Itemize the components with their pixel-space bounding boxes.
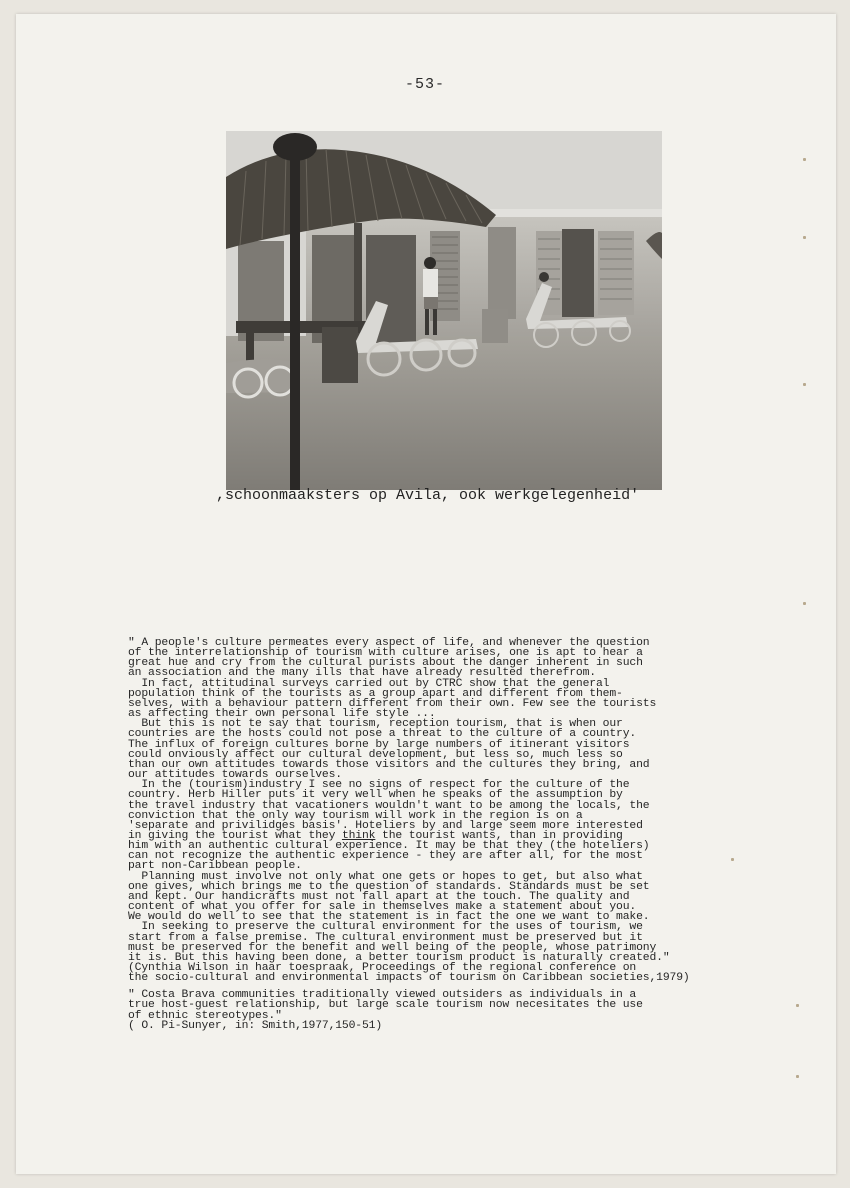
text-line: (Cynthia Wilson in haar toespraak, Proceedings of the regional conference on [128,962,637,974]
photo-illustration [226,131,662,490]
text-line: one gives, which brings me to the question of standards. Standards must be set [128,880,650,893]
text-line: the travel industry that vacationers wouldn't want to be among the locals, the [128,799,650,812]
text-line: 'separate and privilidges basis'. Hoteliers by and large seem more interested [128,819,643,832]
text-line: part non-Caribbean people. [128,860,302,873]
text-line: must be preserved for the benefit and well being of the people, whose patrimony [128,941,657,954]
underlined-word: think [341,829,376,842]
text-line: than our own attitudes towards those visitors and the cultures they bring, and [128,758,650,771]
text-line: countries are the hosts could not pose a threat to the culture of a country. [128,728,637,741]
text-line: an association and the many ills that have already resulted therefrom. [128,667,596,680]
text-line-start: in giving the tourist what they [128,829,342,842]
text-line: " Costa Brava communities traditionally viewed outsiders as individuals in a [128,989,637,1002]
text-line: We would do well to see that the statement is in fact the one we want to make. [128,911,650,924]
text-line: start from a false premise. The cultural environment must be preserved but it [128,931,643,944]
beach-huts-photo [226,131,662,490]
text-line: great hue and cry from the cultural purists about the danger inherent in such [128,657,643,670]
text-line: But this is not te say that tourism, reception tourism, that is when our [128,718,623,731]
text-line: In fact, attitudinal surveys carried out by CTRC show that the general [128,677,610,690]
text-line: him with an authentic cultural experience. It may be that they (the hoteliers) [128,840,650,853]
text-line: can not recognize the authentic experience - they are after all, for the most [128,850,643,863]
text-line: and kept. Our handicrafts must not fall apart at the touch. The quality and [128,890,630,903]
text-line: of the interrelationship of tourism with culture arises, one is apt to hear a [128,647,643,660]
text-line: ( O. Pi-Sunyer, in: Smith,1977,150-51) [128,1019,383,1032]
text-line: the socio-cultural and environmental impacts of tourism on Caribbean societies,1979) [128,972,690,985]
text-line: true host-guest relationship, but large scale tourism now necesitates the use [128,999,643,1012]
page-number: -53- [405,76,446,93]
text-line: content of what you offer for sale in themselves make a statement about you. [128,901,637,914]
text-line: our attitudes towards ourselves. [128,769,342,782]
text-line: selves, with a behaviour pattern different from their own. Few see the tourists [128,697,657,710]
text-line: In seeking to preserve the cultural environment for the uses of tourism, we [128,921,643,934]
text-line-end: the tourist wants, than in providing [375,829,623,842]
text-line: In the (tourism)industry I see no signs of respect for the culture of the [128,779,630,792]
photo-caption: ,schoonmaaksters op Avila, ook werkgelegenheid' [216,487,640,504]
text-line: The influx of foreign cultures borne by large numbers of itinerant visitors [128,738,630,751]
text-line: of ethnic stereotypes." [128,1009,282,1022]
text-line: population think of the tourists as a group apart and different from them- [128,687,623,700]
text-line: as affecting their own personal life style ... [128,708,436,721]
text-line: it is. But this having been done, a better tourism product is naturally created." [128,951,670,964]
text-line: Planning must involve not only what one gets or hopes to get, but also what [128,870,643,883]
text-line: country. Herb Hiller puts it very well when he speaks of the assumption by [128,789,623,802]
quoted-text-block [128,638,728,1031]
text-line: could onviously affect our cultural development, but less so, much less so [128,748,623,761]
text-line: " A people's culture permeates every aspect of life, and whenever the question [128,637,650,649]
text-line: conviction that the only way tourism will work in the region is on a [128,809,583,822]
